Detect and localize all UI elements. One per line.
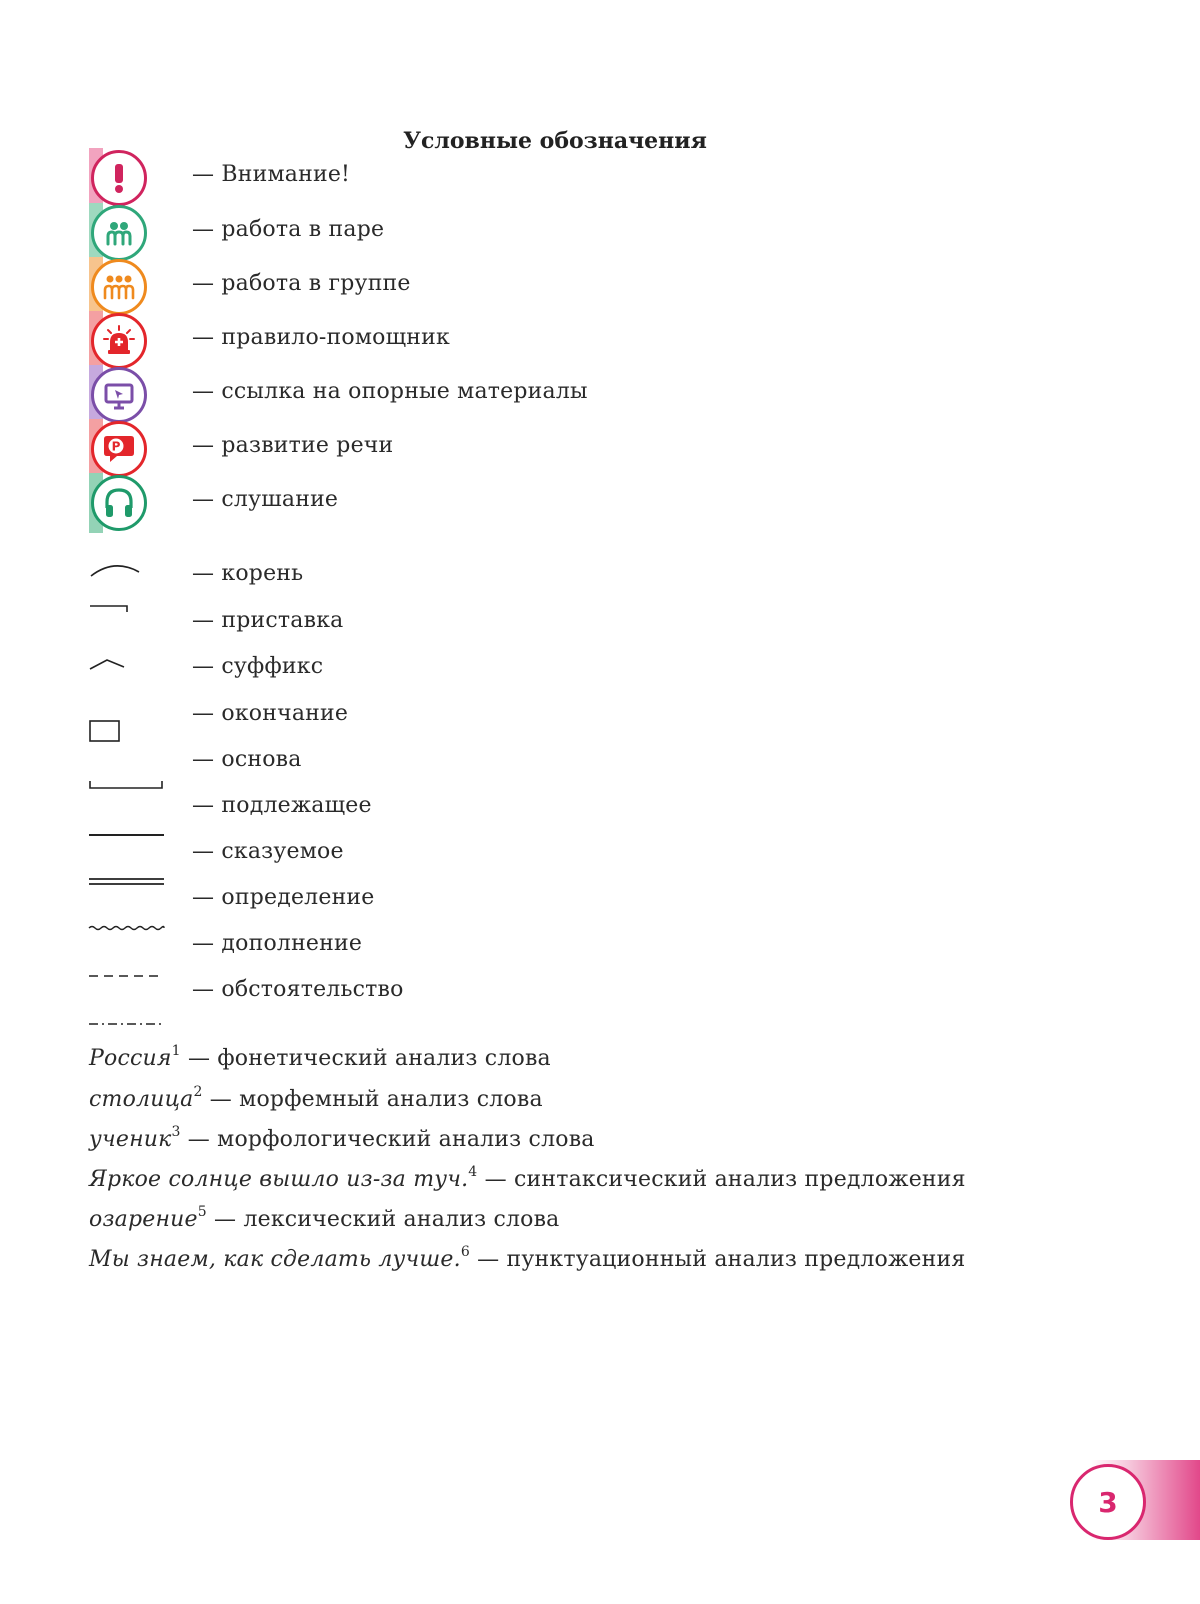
legend-label: — работа в группе [192,271,411,296]
legend-label: — работа в паре [192,217,385,242]
suffix-caret-symbol [89,659,165,689]
analysis-description: — морфологический анализ слова [180,1127,595,1152]
svg-text:P: P [111,439,121,454]
stem-bracket-symbol [89,780,165,810]
legend-label: — дополнение [192,931,363,956]
headphones-icon [91,475,147,531]
icon-badge [89,365,149,425]
analysis-number: 2 [193,1083,203,1100]
legend-label: — окончание [192,701,349,726]
analysis-example: Россия [89,1046,172,1071]
group-work-icon [91,259,147,315]
analysis-example: столица [89,1087,194,1112]
legend-label: — основа [192,747,302,772]
pair-work-icon [91,205,147,261]
analysis-description: — синтаксический анализ предложения [477,1167,966,1192]
analysis-line [89,1203,560,1232]
legend-label: — подлежащее [192,793,372,818]
double-line-symbol [89,876,165,906]
analysis-example: озарение [89,1207,198,1232]
analysis-example: Яркое солнце вышло из-за туч. [89,1167,469,1192]
analysis-number: 5 [197,1203,207,1220]
icon-badge [89,257,149,317]
legend-label: — правило-помощник [192,325,450,350]
analysis-line [89,1163,966,1192]
wavy-line-symbol [89,924,165,954]
legend-label: — корень [192,561,304,586]
legend-label: — определение [192,885,375,910]
legend-label: — Внимание! [192,162,351,187]
prefix-corner-symbol [89,604,165,634]
analysis-example: Мы знаем, как сделать лучше. [89,1247,461,1272]
legend-label: — развитие речи [192,433,394,458]
analysis-line [89,1243,966,1272]
legend-label: — суффикс [192,654,324,679]
analysis-example: ученик [89,1127,172,1152]
analysis-line [89,1042,551,1071]
legend-label: — приставка [192,608,344,633]
analysis-number: 4 [468,1163,478,1180]
exclamation-icon [91,150,147,206]
root-arc-symbol [89,560,165,590]
analysis-description: — фонетический анализ слова [180,1046,551,1071]
icon-badge [89,419,149,479]
analysis-number: 6 [460,1243,470,1260]
analysis-number: 1 [171,1042,181,1059]
analysis-line [89,1123,595,1152]
monitor-icon [91,367,147,423]
legend-label: — сказуемое [192,839,344,864]
speech-bubble-icon [91,421,147,477]
icon-badge [89,473,149,533]
analysis-description: — пунктуационный анализ предложения [469,1247,966,1272]
single-line-symbol [89,830,165,860]
icon-badge [89,203,149,263]
ending-box-symbol [89,720,165,750]
page-number: 3 [1070,1464,1146,1540]
page-title: Условные обозначения [403,128,707,154]
analysis-description: — морфемный анализ слова [202,1087,543,1112]
icon-badge [89,311,149,371]
dashed-line-symbol [89,972,165,1002]
icon-badge [89,148,149,208]
analysis-line [89,1083,543,1112]
legend-label: — ссылка на опорные материалы [192,379,588,404]
legend-label: — обстоятельство [192,977,404,1002]
legend-label: — слушание [192,487,339,512]
siren-icon [91,313,147,369]
analysis-description: — лексический анализ слова [206,1207,560,1232]
analysis-number: 3 [171,1123,181,1140]
